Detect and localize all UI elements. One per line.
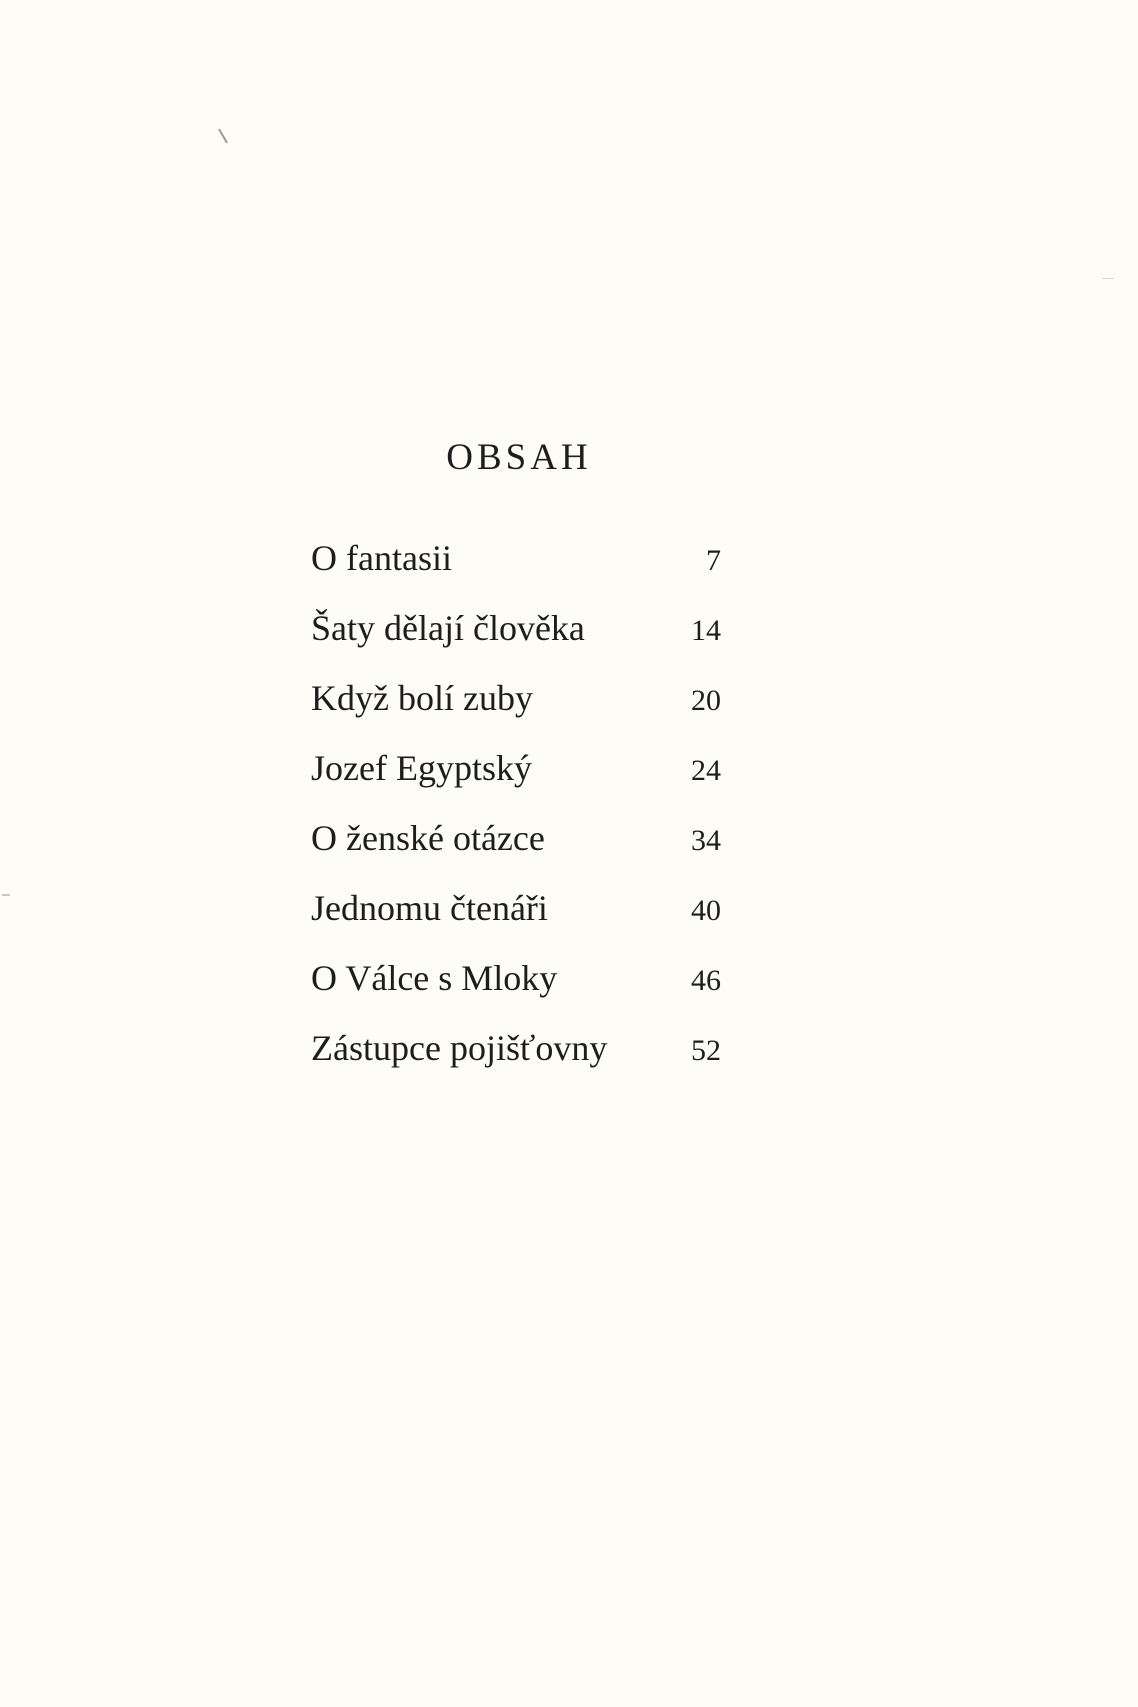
toc-entry bbox=[311, 540, 721, 610]
paper-speck bbox=[2, 894, 10, 896]
toc-entry-page: 14 bbox=[691, 614, 721, 647]
toc-entry-title: O ženské otázce bbox=[311, 818, 545, 858]
toc-entry-page: 34 bbox=[691, 824, 721, 857]
toc-entry bbox=[311, 820, 721, 890]
toc-entry-page: 52 bbox=[691, 1034, 721, 1067]
toc-entry-title: Šaty dělají člověka bbox=[311, 608, 585, 648]
toc-entry bbox=[311, 960, 721, 1030]
page-title: OBSAH bbox=[446, 437, 592, 478]
toc-entry-page: 24 bbox=[691, 754, 721, 787]
toc-entry bbox=[311, 750, 721, 820]
toc-entry bbox=[311, 680, 721, 750]
table-of-contents bbox=[311, 540, 721, 1100]
toc-entry bbox=[311, 890, 721, 960]
toc-entry-title: Zástupce pojišťovny bbox=[311, 1028, 608, 1068]
toc-entry-title: Jozef Egyptský bbox=[311, 748, 532, 788]
toc-entry bbox=[311, 610, 721, 680]
paper-speck bbox=[1102, 278, 1114, 279]
toc-entry-title: O Válce s Mloky bbox=[311, 958, 558, 998]
toc-entry-title: O fantasii bbox=[311, 538, 452, 578]
toc-entry-page: 20 bbox=[691, 684, 721, 717]
toc-entry-page: 40 bbox=[691, 894, 721, 927]
toc-entry-title: Jednomu čtenáři bbox=[311, 888, 548, 928]
paper-speck bbox=[218, 129, 228, 144]
toc-entry bbox=[311, 1030, 721, 1100]
toc-entry-page: 7 bbox=[706, 544, 721, 577]
toc-entry-page: 46 bbox=[691, 964, 721, 997]
toc-entry-title: Když bolí zuby bbox=[311, 678, 533, 718]
